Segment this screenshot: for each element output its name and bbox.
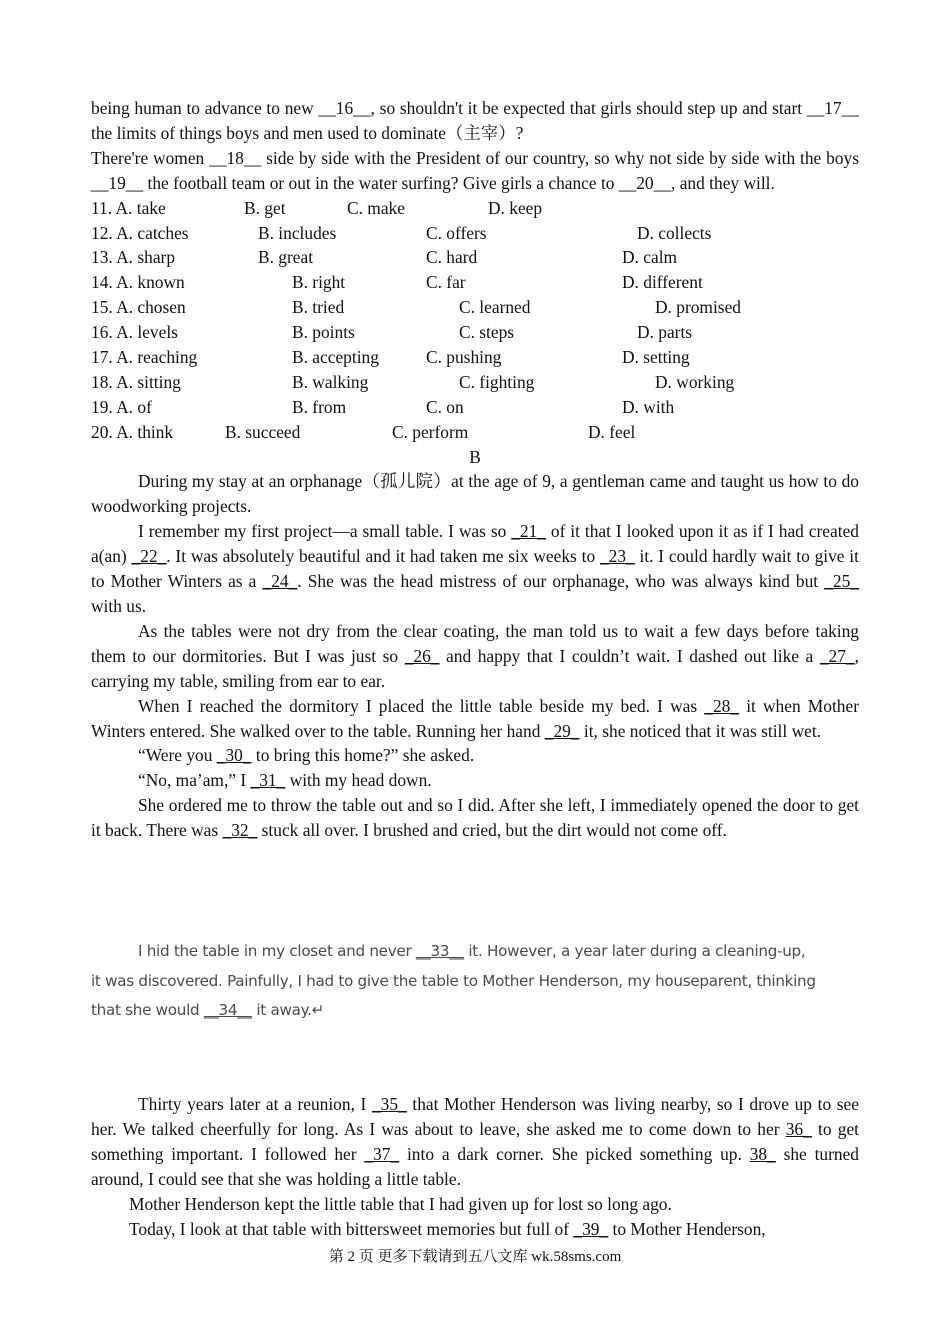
image-line-3 bbox=[91, 996, 851, 1026]
option-b: B. right bbox=[292, 272, 346, 293]
text-run: and happy that I couldn’t wait. I dashed out like a bbox=[439, 645, 820, 666]
paragraph-b7 bbox=[91, 793, 859, 843]
option-c: C. learned bbox=[459, 297, 531, 318]
blank-29: _29_ bbox=[544, 720, 580, 741]
option-b: B. walking bbox=[292, 371, 369, 392]
blank-28: _28_ bbox=[704, 695, 740, 716]
text-run: to Mother Henderson, bbox=[608, 1218, 766, 1239]
paragraph-b1: During my stay at an orphanage（孤儿院）at the age of 9, a gentleman came and taught us how to do woodworking projects. bbox=[91, 471, 859, 517]
blank-33: __33__ bbox=[415, 942, 464, 960]
option-b: B. includes bbox=[258, 222, 337, 243]
option-d: D. feel bbox=[588, 421, 636, 442]
option-row-16 bbox=[91, 320, 859, 345]
paragraph-b3 bbox=[91, 619, 859, 694]
paragraph-b2 bbox=[91, 519, 859, 619]
paragraph-b5 bbox=[91, 743, 859, 768]
blank-37: _37_ bbox=[364, 1143, 400, 1164]
option-c: C. far bbox=[426, 272, 466, 293]
option-b: B. accepting bbox=[292, 346, 379, 367]
option-a: 11. A. take bbox=[91, 197, 166, 218]
option-a: 20. A. think bbox=[91, 421, 174, 442]
passage-a-paragraph-2: There're women __18__ side by side with the President of our country, so why not side by side with the boys __19__ the football team or out in the water surfing? Give girls a chance to __20__, and they will. bbox=[91, 147, 859, 193]
paragraph-b8 bbox=[91, 1092, 859, 1192]
option-a: 17. A. reaching bbox=[91, 346, 198, 367]
text-run: When I reached the dormitory I placed the little table beside my bed. I was bbox=[138, 695, 705, 716]
paragraph-b10 bbox=[91, 1217, 859, 1242]
text-run: that Mother Henderson was living nearby, so I drove up to see her. We talked cheerfully for long. As I was about to leave, she asked me to come down to her bbox=[91, 1094, 859, 1139]
blank-25: _25_ bbox=[824, 571, 859, 592]
blank-31: _31_ bbox=[250, 770, 286, 791]
text-run: it when Mother Winters entered. She walked over to the table. Running her hand bbox=[91, 695, 860, 741]
option-a: 14. A. known bbox=[91, 272, 185, 293]
option-d: D. collects bbox=[637, 222, 712, 243]
option-d: D. with bbox=[622, 396, 675, 417]
option-d: D. different bbox=[622, 272, 703, 293]
text-run: I remember my first project—a small table. I was so bbox=[138, 521, 512, 542]
document-page-continued bbox=[91, 1092, 859, 1241]
blank-26: _26_ bbox=[404, 645, 440, 666]
option-row-11 bbox=[91, 196, 859, 221]
option-b: B. succeed bbox=[225, 421, 301, 442]
option-c: C. fighting bbox=[459, 371, 535, 392]
option-c: C. pushing bbox=[426, 346, 502, 367]
blank-35: _35_ bbox=[371, 1094, 407, 1114]
option-row-12 bbox=[91, 221, 859, 246]
option-c: C. hard bbox=[426, 247, 478, 268]
document-page bbox=[91, 96, 859, 843]
text-run: . It was absolutely beautiful and it had taken me six weeks to bbox=[166, 546, 600, 567]
text-run: . She was the head mistress of our orphanage, who was always kind but bbox=[297, 571, 825, 592]
text-run: of it that I looked upon it as if I had created a(an) bbox=[91, 521, 859, 567]
option-row-15 bbox=[91, 295, 859, 320]
option-a: 19. A. of bbox=[91, 396, 152, 417]
text-run: she turned around, I could see that she was holding a little table. bbox=[91, 1143, 860, 1189]
option-d: D. calm bbox=[622, 247, 678, 268]
option-d: D. keep bbox=[488, 197, 543, 218]
option-row-20 bbox=[91, 420, 859, 445]
blank-22: _22_ bbox=[131, 546, 167, 567]
option-row-14 bbox=[91, 270, 859, 295]
text-run: Today, I look at that table with bittersweet memories but full of bbox=[129, 1218, 574, 1239]
blank-39: _39_ bbox=[573, 1218, 609, 1239]
text-run: “No, ma’am,” I bbox=[138, 770, 251, 791]
paragraph-b4 bbox=[91, 694, 859, 744]
text-run: with us. bbox=[91, 595, 147, 616]
text-run: I hid the table in my closet and never bbox=[138, 942, 416, 960]
text-run: , carrying my table, smiling from ear to ear. bbox=[91, 645, 859, 691]
text-run: it. I could hardly wait to give it to Mother Winters as a bbox=[91, 546, 859, 592]
option-a: 13. A. sharp bbox=[91, 247, 176, 268]
option-row-19 bbox=[91, 395, 859, 420]
blank-30: _30_ bbox=[216, 745, 252, 766]
blank-32: _32_ bbox=[222, 820, 258, 841]
passage-a-paragraph-1: being human to advance to new __16__, so shouldn't it be expected that girls should step up and start __17__ the limits of things boys and men used to dominate（主宰）? bbox=[91, 98, 859, 143]
blank-34: __34__ bbox=[203, 1001, 252, 1019]
text-run: it away.↵ bbox=[251, 1001, 325, 1019]
paragraph-b9: Mother Henderson kept the little table that I had given up for lost so long ago. bbox=[129, 1193, 672, 1214]
text-run: it, she noticed that it was still wet. bbox=[579, 720, 822, 741]
blank-38: 38_ bbox=[749, 1143, 776, 1164]
option-c: C. perform bbox=[392, 421, 469, 442]
option-a: 15. A. chosen bbox=[91, 297, 186, 318]
option-row-18 bbox=[91, 370, 859, 395]
option-c: C. offers bbox=[426, 222, 487, 243]
text-run: into a dark corner. She picked something up. bbox=[399, 1143, 750, 1164]
option-b: B. from bbox=[292, 396, 347, 417]
option-d: D. parts bbox=[637, 322, 693, 343]
option-d: D. setting bbox=[622, 346, 690, 367]
text-run: that she would bbox=[91, 1001, 204, 1019]
text-run: Thirty years later at a reunion, I bbox=[138, 1094, 372, 1114]
option-row-13 bbox=[91, 245, 859, 270]
option-b: B. great bbox=[258, 247, 314, 268]
text-run: stuck all over. I brushed and cried, but the dirt would not come off. bbox=[257, 820, 727, 841]
option-c: C. steps bbox=[459, 322, 515, 343]
page-footer: 第 2 页 更多下载请到五八文库 wk.58sms.com bbox=[328, 1249, 622, 1265]
text-run: As the tables were not dry from the clear coating, the man told us to wait a few days before taking them to our dormitories. But I was just so bbox=[91, 620, 859, 666]
option-d: D. working bbox=[655, 371, 735, 392]
blank-21: _21_ bbox=[511, 521, 546, 542]
option-b: B. tried bbox=[292, 297, 345, 318]
option-c: C. on bbox=[426, 396, 464, 417]
option-a: 16. A. levels bbox=[91, 322, 178, 343]
text-run: “Were you bbox=[138, 745, 217, 766]
blank-36: 36_ bbox=[785, 1118, 812, 1139]
image-line-1 bbox=[91, 937, 851, 967]
text-run: to get something important. I followed her bbox=[91, 1118, 860, 1164]
option-c: C. make bbox=[347, 197, 405, 218]
section-heading: B bbox=[469, 446, 481, 467]
image-line-2: it was discovered. Painfully, I had to give the table to Mother Henderson, my houseparent, thinking bbox=[91, 971, 816, 990]
option-b: B. get bbox=[244, 197, 286, 218]
text-run: to bring this home?” she asked. bbox=[251, 745, 475, 766]
blank-24: _24_ bbox=[262, 571, 298, 592]
option-a: 12. A. catches bbox=[91, 222, 189, 243]
embedded-text-image bbox=[91, 937, 851, 1026]
text-run: it. However, a year later during a cleaning-up, bbox=[463, 942, 806, 960]
option-b: B. points bbox=[292, 322, 355, 343]
option-a: 18. A. sitting bbox=[91, 371, 181, 392]
paragraph-b6 bbox=[91, 768, 859, 793]
blank-23: _23_ bbox=[599, 546, 635, 567]
text-run: She ordered me to throw the table out and so I did. After she left, I immediately opened the door to get it back. There was bbox=[91, 795, 859, 841]
blank-27: _27_ bbox=[819, 645, 855, 666]
option-d: D. promised bbox=[655, 297, 741, 318]
text-run: with my head down. bbox=[285, 770, 432, 791]
answer-options bbox=[91, 196, 859, 445]
option-row-17 bbox=[91, 345, 859, 370]
